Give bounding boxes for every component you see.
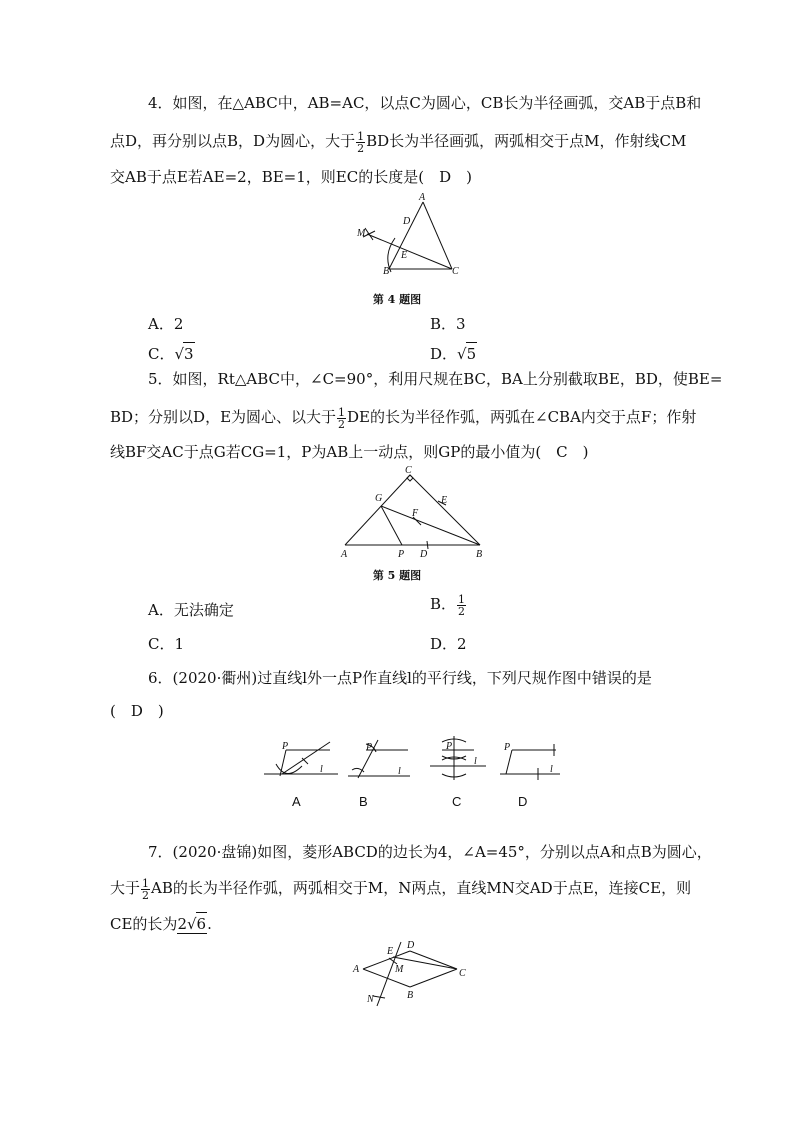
q5-option-a: A．无法确定 bbox=[148, 601, 234, 619]
q4-figure bbox=[355, 190, 475, 280]
q7-text-line2 bbox=[110, 877, 690, 901]
q5-caption: 第 5 题图 bbox=[372, 569, 422, 582]
q4-option-d-rad: 5 bbox=[466, 342, 478, 365]
q7-fraction bbox=[141, 878, 150, 901]
q6-b-label-l: l bbox=[398, 766, 401, 777]
q4-option-c-rad: 3 bbox=[183, 342, 195, 365]
q5-option-b-prefix: B． bbox=[430, 595, 457, 613]
q4-option-d: D．√5 bbox=[430, 342, 477, 365]
q4-option-c: C．√3 bbox=[148, 342, 195, 365]
q4-frac-num: 1 bbox=[357, 129, 365, 143]
q5-figure bbox=[335, 465, 495, 560]
q5-text-line2 bbox=[110, 405, 697, 431]
q4-label-b: B bbox=[383, 266, 390, 277]
q6-figure-a bbox=[262, 738, 340, 780]
q7-seg-cb bbox=[410, 969, 457, 987]
q6-d-label-p: P bbox=[504, 742, 511, 753]
q5-option-c: C．1 bbox=[148, 635, 185, 653]
q6-d-label-l: l bbox=[550, 764, 553, 775]
q7-label-e: E bbox=[387, 946, 394, 957]
q4-text-line3: 交AB于点E若AE=2，BE=1，则EC的长度是( D ) bbox=[110, 168, 472, 186]
q4-text-line1: 4．如图，在△ABC中，AB=AC，以点C为圆心，CB长为半径画弧，交AB于点B和 bbox=[148, 94, 702, 112]
q5-label-d: D bbox=[420, 549, 428, 560]
q5-label-c: C bbox=[405, 465, 412, 476]
q5-option-b bbox=[430, 593, 467, 617]
q4-option-c-prefix: C． bbox=[148, 345, 175, 363]
q5-option-d: D．2 bbox=[430, 635, 467, 653]
q4-option-d-prefix: D． bbox=[430, 345, 458, 363]
q6-text-line1: 6．(2020·衢州)过直线l外一点P作直线l的平行线，下列尺规作图中错误的是 bbox=[148, 669, 652, 687]
q7-label-m: M bbox=[395, 964, 404, 975]
q4-option-b: B．3 bbox=[430, 315, 466, 333]
q6-figure-b bbox=[346, 738, 412, 780]
q7-line2-a: 大于 bbox=[110, 879, 141, 897]
q4-label-d: D bbox=[403, 216, 411, 227]
q5-line2-b: DE的长为半径作弧，两弧在∠CBA内交于点F；作射 bbox=[347, 408, 697, 426]
q5-option-b-fraction bbox=[457, 594, 466, 617]
q6-figure-c bbox=[428, 734, 488, 782]
q4-label-e: E bbox=[401, 250, 408, 261]
q7-line2-b: AB的长为半径作弧，两弧相交于M，N两点，直线MN交AD于点E，连接CE，则 bbox=[151, 879, 692, 897]
q5-seg-gp bbox=[381, 506, 402, 545]
q4-caption: 第 4 题图 bbox=[372, 293, 422, 306]
q6-b-label-p: P bbox=[366, 742, 373, 753]
q6-text-line2: ( D ) bbox=[110, 702, 164, 720]
q7-frac-den: 2 bbox=[142, 888, 150, 902]
q5-fraction bbox=[337, 407, 346, 430]
q5-seg-ac bbox=[345, 475, 410, 545]
q5-seg-bg bbox=[381, 506, 480, 545]
q6-sublabel-a: A bbox=[292, 794, 301, 809]
q5-label-e: E bbox=[441, 495, 448, 506]
q7-figure bbox=[345, 938, 475, 1013]
q7-answer: 2√6 bbox=[177, 915, 207, 934]
q5-label-f: F bbox=[412, 508, 419, 519]
q7-text-line1: 7．(2020·盘锦)如图，菱形ABCD的边长为4，∠A=45°，分别以点A和点B为圆心， bbox=[148, 843, 712, 861]
q5-option-b-den: 2 bbox=[458, 604, 466, 618]
q7-frac-num: 1 bbox=[142, 876, 150, 890]
q7-label-d: D bbox=[407, 940, 415, 951]
q4-label-c: C bbox=[452, 266, 459, 277]
q4-frac-den: 2 bbox=[357, 141, 365, 155]
q5-frac-den: 2 bbox=[338, 417, 346, 431]
q4-line2-a: 点D，再分别以点B，D为圆心，大于 bbox=[110, 132, 356, 150]
q4-label-m: M bbox=[357, 228, 366, 239]
q7-text-line3 bbox=[110, 912, 690, 935]
q4-line2-b: BD长为半径画弧，两弧相交于点M，作射线CM bbox=[366, 132, 687, 150]
q6-a-label-p: P bbox=[282, 741, 289, 752]
q5-seg-cb bbox=[410, 475, 480, 545]
q7-line3-a: CE的长为 bbox=[110, 915, 178, 933]
q5-option-b-num: 1 bbox=[458, 592, 466, 606]
q5-line2-a: BD；分别以D，E为圆心、以大于 bbox=[110, 408, 337, 426]
q5-text-line1: 5．如图，Rt△ABC中，∠C=90°，利用尺规在BC，BA上分别截取BE，BD，使BE= bbox=[148, 370, 723, 388]
q4-text-line2 bbox=[110, 130, 690, 154]
q7-label-a: A bbox=[353, 964, 360, 975]
q6-c-label-l: l bbox=[474, 756, 477, 767]
q6-a-label-l: l bbox=[320, 764, 323, 775]
q7-label-b: B bbox=[407, 990, 414, 1001]
q7-label-c: C bbox=[459, 968, 466, 979]
q6-sublabel-d: D bbox=[518, 794, 528, 809]
q4-option-a: A．2 bbox=[148, 315, 184, 333]
q7-label-n: N bbox=[367, 994, 374, 1005]
q5-label-g: G bbox=[375, 493, 383, 504]
q5-label-p: P bbox=[398, 549, 405, 560]
q7-seg-dc bbox=[410, 951, 457, 969]
q6-sublabel-b: B bbox=[359, 794, 368, 809]
q7-line3-end: . bbox=[207, 915, 212, 933]
q6-figure-d bbox=[498, 738, 562, 780]
q6-sublabel-c: C bbox=[452, 794, 462, 809]
q5-label-a: A bbox=[341, 549, 348, 560]
q5-frac-num: 1 bbox=[338, 405, 346, 419]
q5-tick-d bbox=[427, 541, 428, 549]
q7-answer-rad: 6 bbox=[196, 912, 208, 935]
q5-text-line3: 线BF交AC于点G若CG=1，P为AB上一动点，则GP的最小值为( C ) bbox=[110, 443, 589, 461]
q7-answer-coef: 2 bbox=[177, 915, 187, 933]
q4-label-a: A bbox=[419, 192, 426, 203]
q5-label-b: B bbox=[476, 549, 483, 560]
q6-c-label-p: P bbox=[446, 741, 453, 752]
q4-fraction bbox=[356, 131, 365, 154]
